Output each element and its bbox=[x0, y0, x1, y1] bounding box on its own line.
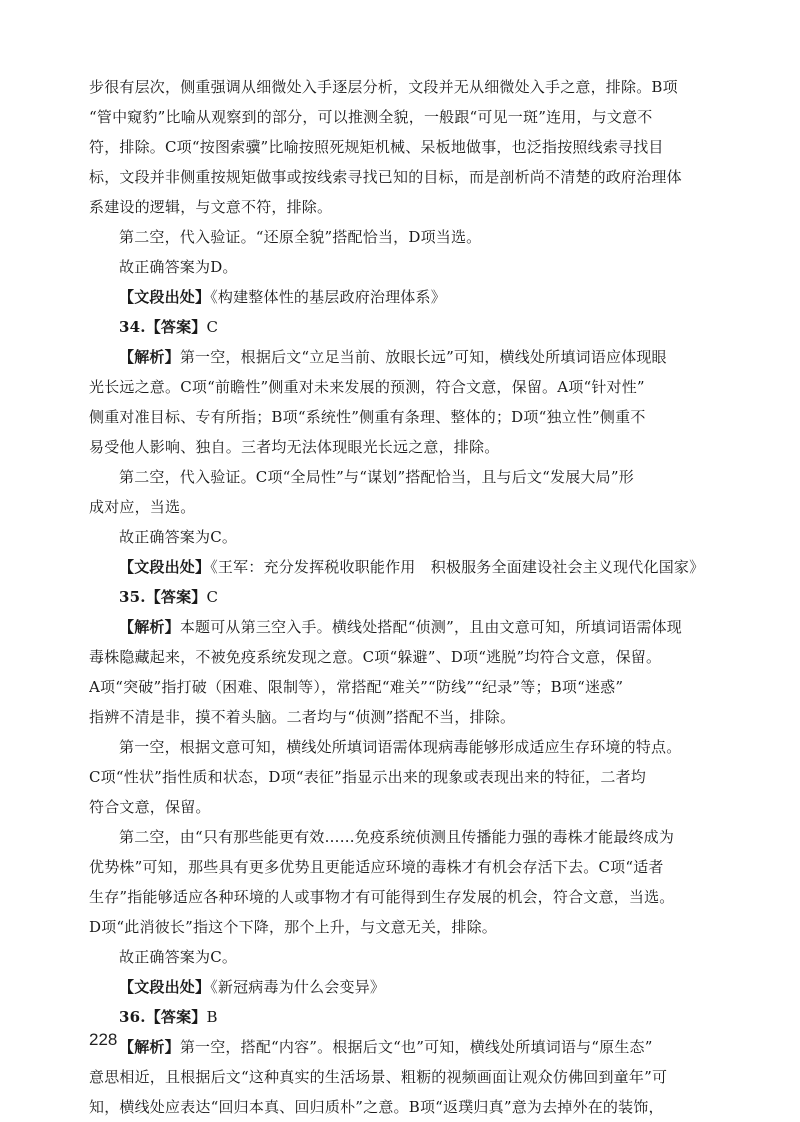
text-run: 符合文意，保留。 bbox=[89, 798, 211, 816]
text-run: C bbox=[206, 318, 219, 336]
text-run: 《构建整体性的基层政府治理体系》 bbox=[210, 288, 446, 306]
text-run: 第一空，根据文意可知，横线处所填词语需体现病毒能够形成适应生存环境的特点。 bbox=[119, 738, 682, 756]
text-run: 标，文段并非侧重按规矩做事或按线索寻找已知的目标，而是剖析尚不清楚的政府治理体 bbox=[89, 168, 682, 186]
text-run: D项“此消彼长”指这个下降，那个上升，与文意无关，排除。 bbox=[89, 918, 497, 936]
p-33-source bbox=[89, 282, 714, 312]
text-line bbox=[89, 822, 714, 852]
text-line bbox=[89, 522, 714, 552]
p-34-heading bbox=[89, 312, 714, 342]
text-line bbox=[89, 132, 714, 162]
label-bold: 34.【答案】 bbox=[119, 318, 207, 336]
text-run: 第一空，根据后文“立足当前、放眼长远”可知，横线处所填词语应体现眼 bbox=[179, 348, 667, 366]
p-34-second-blank bbox=[89, 462, 714, 522]
text-line bbox=[89, 942, 714, 972]
p-33-answer bbox=[89, 252, 714, 282]
text-run: A项“突破”指打破（困难、限制等），常搭配“难关”“防线”“纪录”等；B项“迷惑” bbox=[89, 678, 624, 696]
text-run: 意思相近，且根据后文“这种真实的生活场景、粗粝的视频画面让观众仿佛回到童年”可 bbox=[89, 1068, 668, 1086]
text-run: 知，横线处应表达“回归本真、回归质朴”之意。B项“返璞归真”意为去掉外在的装饰， bbox=[89, 1098, 664, 1116]
label-bold: 【文段出处】 bbox=[119, 978, 211, 996]
label-bold: 【文段出处】 bbox=[119, 288, 211, 306]
text-run: 易受他人影响、独自。三者均无法体现眼光长远之意，排除。 bbox=[89, 438, 500, 456]
text-line bbox=[89, 642, 714, 672]
p-35-heading bbox=[89, 582, 714, 612]
text-line bbox=[89, 162, 714, 192]
text-line bbox=[89, 1062, 714, 1092]
page-number: 228 bbox=[89, 1030, 118, 1049]
text-line bbox=[89, 762, 714, 792]
text-run: 指辨不清是非，摸不着头脑。二者均与“侦测”搭配不当，排除。 bbox=[89, 708, 516, 726]
text-run: 第一空，搭配“内容”。根据后文“也”可知，横线处所填词语与“原生态” bbox=[179, 1038, 653, 1056]
text-run: 故正确答案为C。 bbox=[119, 528, 238, 546]
text-line bbox=[89, 792, 714, 822]
label-bold: 35.【答案】 bbox=[119, 588, 207, 606]
text-line bbox=[89, 252, 714, 282]
p-33-analysis-continued bbox=[89, 72, 714, 222]
p-34-answer bbox=[89, 522, 714, 552]
text-line bbox=[89, 72, 714, 102]
text-line bbox=[89, 882, 714, 912]
text-run: C项“性状”指性质和状态，D项“表征”指显示出来的现象或表现出来的特征，二者均 bbox=[89, 768, 646, 786]
text-run: 光长远之意。C项“前瞻性”侧重对未来发展的预测，符合文意，保留。A项“针对性” bbox=[89, 378, 645, 396]
text-line bbox=[89, 852, 714, 882]
text-line bbox=[89, 1002, 714, 1032]
text-run: 成对应，当选。 bbox=[89, 498, 196, 516]
text-line bbox=[89, 552, 714, 582]
p-35-first-blank bbox=[89, 732, 714, 822]
text-line bbox=[89, 342, 714, 372]
text-line bbox=[89, 282, 714, 312]
p-33-second-blank bbox=[89, 222, 714, 252]
text-line bbox=[89, 912, 714, 942]
text-run: B bbox=[206, 1008, 218, 1026]
document-body bbox=[89, 72, 714, 1122]
text-run: 生存”指能够适应各种环境的人或事物才有可能得到生存发展的机会，符合文意，当选。 bbox=[89, 888, 675, 906]
p-35-source bbox=[89, 972, 714, 1002]
text-run: 《新冠病毒为什么会变异》 bbox=[210, 978, 386, 996]
text-run: 第二空，代入验证。“还原全貌”搭配恰当，D项当选。 bbox=[119, 228, 482, 246]
text-run: 第二空，代入验证。C项“全局性”与“谋划”搭配恰当，且与后文“发展大局”形 bbox=[119, 468, 634, 486]
text-line bbox=[89, 492, 714, 522]
text-line bbox=[89, 702, 714, 732]
text-run: 侧重对准目标、专有所指；B项“系统性”侧重有条理、整体的；D项“独立性”侧重不 bbox=[89, 408, 646, 426]
text-run: 优势株”可知，那些具有更多优势且更能适应环境的毒株才有机会存活下去。C项“适者 bbox=[89, 858, 664, 876]
text-line bbox=[89, 222, 714, 252]
label-bold: 36.【答案】 bbox=[119, 1008, 207, 1026]
text-run: 步很有层次，侧重强调从细微处入手逐层分析，文段并无从细微处入手之意，排除。B项 bbox=[89, 78, 678, 96]
text-run: 故正确答案为D。 bbox=[119, 258, 238, 276]
text-line bbox=[89, 462, 714, 492]
text-line bbox=[89, 1092, 714, 1122]
p-35-answer bbox=[89, 942, 714, 972]
text-line bbox=[89, 972, 714, 1002]
text-line bbox=[89, 1032, 714, 1062]
label-bold: 【解析】 bbox=[119, 1038, 180, 1056]
text-line bbox=[89, 102, 714, 132]
p-36-analysis bbox=[89, 1032, 714, 1122]
text-line bbox=[89, 732, 714, 762]
text-run: 符，排除。C项“按图索骥”比喻按照死规矩机械、呆板地做事，也泛指按照线索寻找目 bbox=[89, 138, 664, 156]
text-line bbox=[89, 192, 714, 222]
text-run: “管中窥豹”比喻从观察到的部分，可以推测全貌，一般跟“可见一斑”连用，与文意不 bbox=[89, 108, 653, 126]
label-bold: 【解析】 bbox=[119, 348, 180, 366]
p-35-second-blank bbox=[89, 822, 714, 942]
text-run: 系建设的逻辑，与文意不符，排除。 bbox=[89, 198, 333, 216]
text-run: 第二空，由“只有那些能更有效……免疫系统侦测且传播能力强的毒株才能最终成为 bbox=[119, 828, 675, 846]
text-line bbox=[89, 372, 714, 402]
p-36-heading bbox=[89, 1002, 714, 1032]
text-run: 本题可从第三空入手。横线处搭配“侦测”，且由文意可知，所填词语需体现 bbox=[179, 618, 682, 636]
p-34-analysis bbox=[89, 342, 714, 462]
text-line bbox=[89, 612, 714, 642]
text-line bbox=[89, 312, 714, 342]
text-line bbox=[89, 402, 714, 432]
p-35-analysis bbox=[89, 612, 714, 732]
text-run: C bbox=[206, 588, 219, 606]
text-line bbox=[89, 432, 714, 462]
text-run: 毒株隐藏起来，不被免疫系统发现之意。C项“躲避”、D项“逃脱”均符合文意，保留。 bbox=[89, 648, 662, 666]
label-bold: 【文段出处】 bbox=[119, 558, 211, 576]
text-run: 《王军：充分发挥税收职能作用 积极服务全面建设社会主义现代化国家》 bbox=[210, 558, 705, 576]
text-run: 故正确答案为C。 bbox=[119, 948, 238, 966]
text-line bbox=[89, 582, 714, 612]
text-line bbox=[89, 672, 714, 702]
label-bold: 【解析】 bbox=[119, 618, 180, 636]
p-34-source bbox=[89, 552, 714, 582]
